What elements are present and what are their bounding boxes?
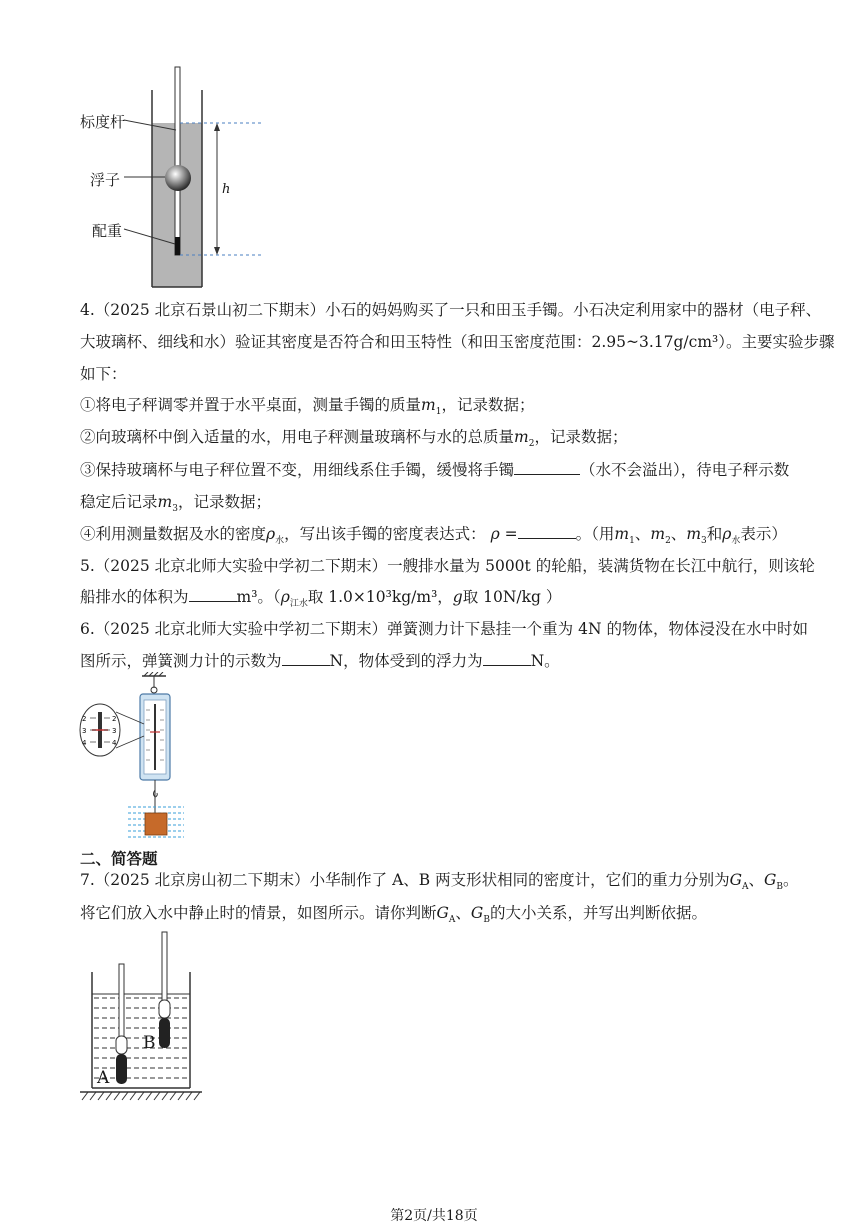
q6-blank-2[interactable] (483, 651, 531, 666)
label-densimeter-a: A (97, 1068, 110, 1088)
tick-label-2-right: 2 (112, 715, 117, 723)
height-arrow-head-top (214, 123, 220, 131)
spring-scale-figure (78, 672, 198, 842)
q4-blank-1[interactable] (514, 460, 580, 475)
tick-label-4-right: 4 (112, 739, 117, 747)
counterweight (175, 237, 180, 255)
q4-line-1: 4.（2025 北京石景山初二下期末）小石的妈妈购买了一只和田玉手镯。小石决定利用家中的器材（电子秤、 (80, 301, 822, 319)
float-ball (165, 165, 191, 191)
section-heading: 二、简答题 (80, 850, 158, 868)
page-footer: 第2页/共18页 (390, 1208, 478, 1224)
q7-line-2: 将它们放入水中静止时的情景，如图所示。请你判断$G_A$、$G_B$的大小关系，并写出判断依据。 (80, 904, 707, 926)
tick-label-2-left: 2 (82, 715, 87, 723)
q5-line-1: 5.（2025 北京北师大实验中学初二下期末）一艘排水量为 5000t 的轮船，装满货物在长江中航行，则该轮 (80, 557, 815, 575)
densimeter-b-weight (159, 1018, 170, 1048)
q6-line-1: 6.（2025 北京北师大实验中学初二下期末）弹簧测力计下悬挂一个重为 4N 的物体，物体浸没在水中时如 (80, 620, 808, 638)
densimeter-b-bulb (159, 1000, 170, 1018)
densimeter-a-weight (116, 1054, 127, 1084)
densimeter-b-stem (162, 932, 167, 1002)
q4-step-3-cont: 稳定后记录$m_3$，记录数据； (80, 493, 271, 515)
q7-line-1: 7.（2025 北京房山初二下期末）小华制作了 A、B 两支形状相同的密度计，它们的重力分别为$G_A$、$G_B$。 (80, 871, 799, 893)
densimeter-a-bulb (116, 1036, 127, 1054)
label-densimeter-b: B (143, 1033, 156, 1053)
label-counterweight: 配重 (92, 222, 123, 240)
densimeter-a-stem (119, 964, 124, 1038)
q4-step-4: ④利用测量数据及水的密度$\rho_水$，写出该手镯的密度表达式： ρ = 。（用$m_1$、$m_2$、$m_3$和$\rho_水$表示） (80, 525, 787, 547)
q4-blank-2[interactable] (518, 524, 576, 539)
scale-rod (175, 67, 180, 255)
tick-label-3-right: 3 (112, 727, 117, 735)
q4-step-3: ③保持玻璃杯与电子秤位置不变，用细线系住手镯，缓慢将手镯 （水不会溢出），待电子秤示数 (80, 461, 790, 479)
immersed-block (145, 813, 167, 835)
q4-step-2: ②向玻璃杯中倒入适量的水，用电子秤测量玻璃杯与水的总质量$m_2$，记录数据； (80, 428, 628, 450)
water-dashes (94, 998, 188, 1078)
label-height: h (222, 182, 231, 197)
q5-line-2: 船排水的体积为 m³。（$\rho_{江水}$取 1.0×10³kg/m³，g取 10N/kg ） (80, 588, 562, 610)
q5-blank[interactable] (189, 587, 237, 602)
label-float: 浮子 (90, 171, 121, 189)
q4-step-1: ①将电子秤调零并置于水平桌面，测量手镯的质量$m_1$，记录数据； (80, 396, 535, 418)
height-arrow-head-bottom (214, 247, 220, 255)
q4-line-3: 如下： (80, 365, 127, 383)
q6-blank-1[interactable] (282, 651, 330, 666)
ground-hatching (82, 1092, 200, 1100)
tick-label-3-left: 3 (82, 727, 87, 735)
q6-line-2: 图所示，弹簧测力计的示数为 N，物体受到的浮力为 N。 (80, 652, 560, 670)
label-scale-rod: 标度杆 (80, 113, 126, 131)
tick-label-4-left: 4 (82, 739, 87, 747)
q4-line-2: 大玻璃杯、细线和水）验证其密度是否符合和田玉特性（和田玉密度范围：2.95~3.17g/cm³）。主要实验步骤 (80, 333, 835, 351)
